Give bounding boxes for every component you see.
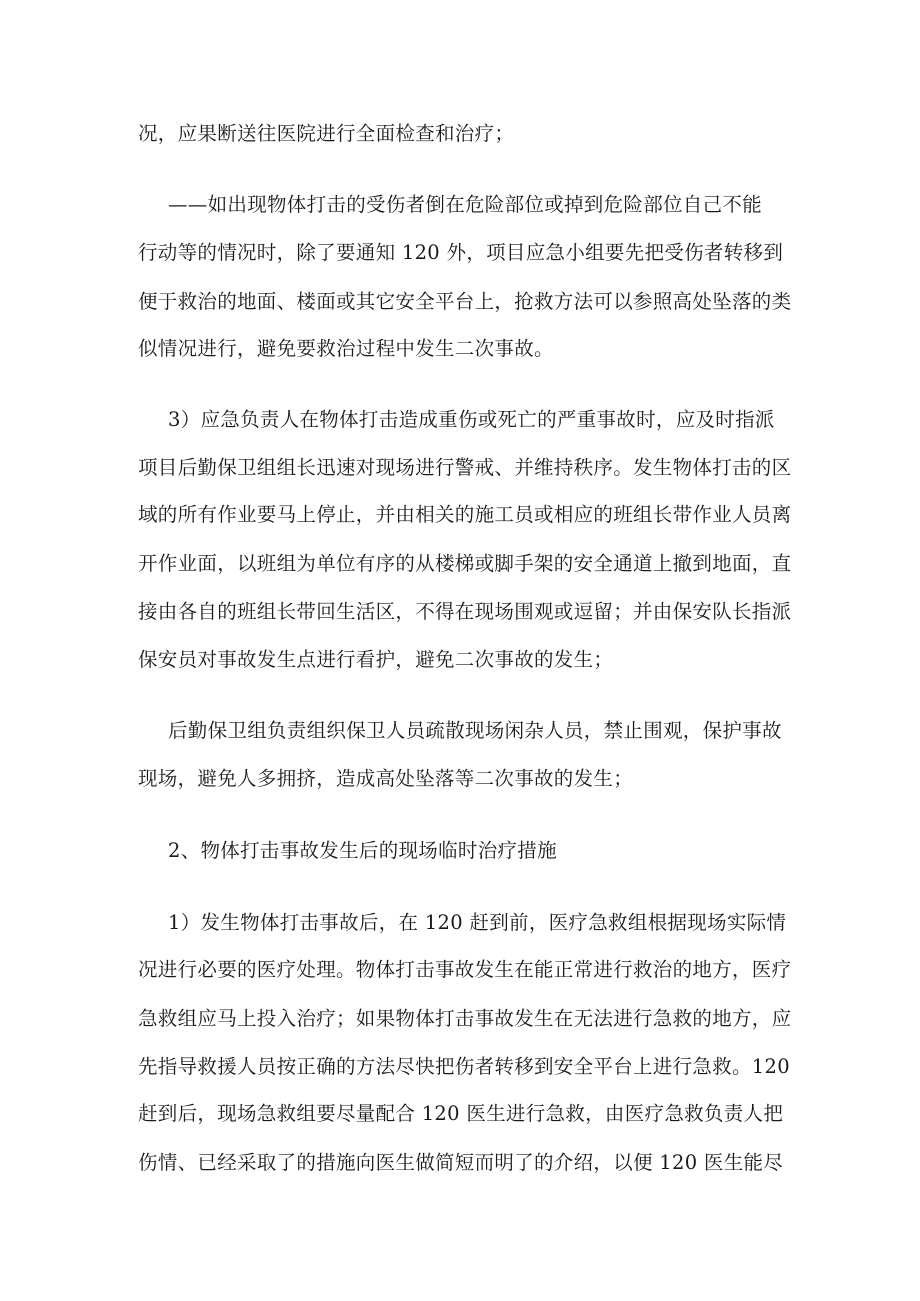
paragraph-6-line-2: 况进行必要的医疗处理。物体打击事故发生在能正常进行救治的地方，医疗 bbox=[138, 958, 792, 981]
paragraph-4-line-1: 后勤保卫组负责组织保卫人员疏散现场闲杂人员，禁止围观，保护事故 bbox=[168, 719, 782, 742]
paragraph-3-line-1: 3）应急负责人在物体打击造成重伤或死亡的严重事故时，应及时指派 bbox=[168, 408, 775, 431]
paragraph-4-line-2: 现场，避免人多拥挤，造成高处坠落等二次事故的发生； bbox=[138, 767, 634, 790]
paragraph-1-line-1: 况，应果断送往医院进行全面检查和治疗； bbox=[138, 122, 515, 145]
paragraph-2-line-4: 似情况进行，避免要救治过程中发生二次事故。 bbox=[138, 337, 554, 360]
section-heading-2: 2、物体打击事故发生后的现场临时治疗措施 bbox=[168, 839, 557, 862]
paragraph-6-line-4: 先指导救援人员按正确的方法尽快把伤者转移到安全平台上进行急救。120 bbox=[138, 1055, 790, 1078]
paragraph-3-line-3: 域的所有作业要马上停止，并由相关的施工员或相应的班组长带作业人员离 bbox=[138, 503, 792, 526]
paragraph-2-line-3: 便于救治的地面、楼面或其它安全平台上，抢救方法可以参照高处坠落的类 bbox=[138, 290, 792, 313]
paragraph-6-line-6: 伤情、已经采取了的措施向医生做简短而明了的介绍，以便 120 医生能尽 bbox=[138, 1151, 784, 1174]
paragraph-3-line-2: 项目后勤保卫组组长迅速对现场进行警戒、并维持秩序。发生物体打击的区 bbox=[138, 456, 792, 479]
paragraph-6-line-3: 急救组应马上投入治疗；如果物体打击事故发生在无法进行急救的地方，应 bbox=[138, 1007, 792, 1030]
paragraph-2-line-2: 行动等的情况时，除了要通知 120 外，项目应急小组要先把受伤者转移到 bbox=[138, 241, 784, 264]
paragraph-3-line-5: 接由各自的班组长带回生活区，不得在现场围观或逗留；并由保安队长指派 bbox=[138, 600, 792, 623]
paragraph-6-line-5: 赶到后，现场急救组要尽量配合 120 医生进行急救，由医疗急救负责人把 bbox=[138, 1102, 784, 1125]
paragraph-2-line-1: ——如出现物体打击的受伤者倒在危险部位或掉到危险部位自己不能 bbox=[168, 193, 763, 216]
paragraph-3-line-6: 保安员对事故发生点进行看护，避免二次事故的发生； bbox=[138, 648, 614, 671]
paragraph-3-line-4: 开作业面，以班组为单位有序的从楼梯或脚手架的安全通道上撤到地面，直 bbox=[138, 552, 792, 575]
paragraph-6-line-1: 1）发生物体打击事故后，在 120 赶到前，医疗急救组根据现场实际情 bbox=[168, 911, 787, 934]
